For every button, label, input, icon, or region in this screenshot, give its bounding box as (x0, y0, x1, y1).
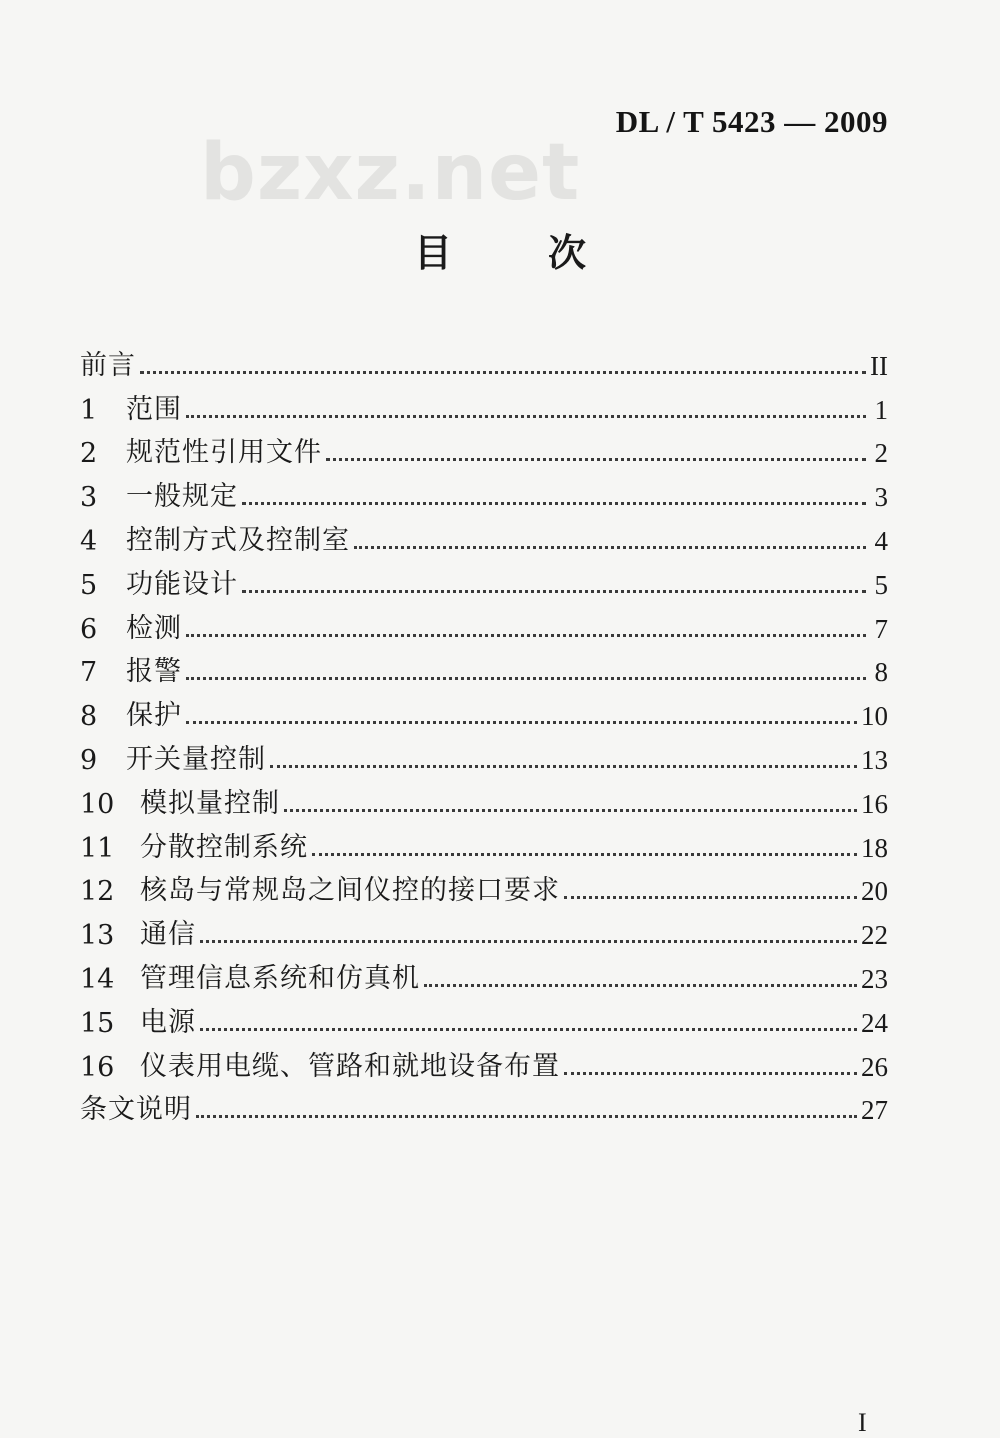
toc-entry-page: 1 (874, 394, 888, 425)
toc-entry-page: 22 (861, 920, 888, 951)
toc-entry-number: 2 (80, 438, 98, 470)
toc-dot-leader (186, 415, 866, 418)
toc-entry-page: 4 (874, 525, 888, 556)
toc-entry (80, 820, 888, 864)
watermark: bzxz.net (200, 128, 581, 218)
toc-dot-leader (186, 634, 866, 637)
toc-entry-number: 16 (80, 1051, 115, 1083)
toc-entry-number: 3 (80, 482, 98, 514)
toc-entry (80, 382, 888, 426)
toc-entry-title: 分散控制系统 (140, 831, 308, 863)
toc-entry-page: 7 (874, 613, 888, 644)
toc-entry (80, 907, 888, 951)
toc-entry (80, 645, 888, 689)
toc-entry-title: 开关量控制 (126, 743, 266, 775)
toc-entry (80, 426, 888, 470)
toc-entry-title: 规范性引用文件 (126, 437, 322, 469)
toc-entry-number: 10 (80, 788, 115, 820)
toc-entry-page: 8 (874, 657, 888, 688)
toc-entry (80, 776, 888, 820)
toc-entry (80, 688, 888, 732)
toc-dot-leader (284, 809, 857, 812)
toc-dot-leader (354, 546, 866, 549)
toc-entry-number: 12 (80, 876, 115, 908)
toc-dot-leader (312, 853, 857, 856)
toc-dot-leader (186, 721, 857, 724)
toc-entry-title: 报警 (126, 656, 182, 688)
toc-dot-leader (564, 896, 857, 899)
toc-entry-page: 3 (874, 482, 888, 513)
toc-heading-char-2: 次 (548, 231, 587, 275)
toc-entry (80, 469, 888, 513)
toc-entry-page: II (870, 350, 888, 381)
toc-entry-title: 通信 (140, 919, 196, 951)
toc-dot-leader (326, 458, 866, 461)
toc-entry-page: 10 (861, 701, 888, 732)
toc-entry-page: 16 (861, 788, 888, 819)
page-folio: I (858, 1408, 867, 1437)
toc-heading-char-1: 目 (413, 231, 452, 275)
toc-entry (80, 1083, 888, 1127)
toc-entry-page: 27 (861, 1095, 888, 1126)
toc-entry-page: 26 (861, 1051, 888, 1082)
toc-entry-title: 核岛与常规岛之间仪控的接口要求 (140, 875, 560, 907)
toc-entry-page: 23 (861, 963, 888, 994)
toc-entry (80, 951, 888, 995)
toc-entry-page: 5 (874, 569, 888, 600)
toc-entry (80, 338, 888, 382)
toc-entry-title: 电源 (140, 1006, 196, 1038)
toc-heading (0, 222, 1000, 277)
table-of-contents (80, 338, 888, 1126)
toc-dot-leader (564, 1072, 857, 1075)
toc-entry (80, 995, 888, 1039)
toc-entry (80, 601, 888, 645)
toc-dot-leader (196, 1115, 857, 1118)
toc-entry-number: 7 (80, 657, 98, 689)
toc-dot-leader (270, 765, 857, 768)
toc-entry-title: 前言 (80, 349, 136, 381)
toc-entry-number: 5 (80, 569, 98, 601)
toc-entry-title: 控制方式及控制室 (126, 524, 350, 556)
toc-dot-leader (242, 590, 866, 593)
toc-entry-number: 9 (80, 744, 98, 776)
toc-entry-number: 14 (80, 963, 115, 995)
toc-entry-title: 条文说明 (80, 1094, 192, 1126)
document-code: DL / T 5423 — 2009 (615, 104, 888, 139)
toc-entry (80, 557, 888, 601)
toc-entry-number: 11 (80, 832, 115, 864)
toc-dot-leader (424, 984, 857, 987)
toc-entry-number: 13 (80, 920, 115, 952)
toc-entry (80, 1039, 888, 1083)
toc-dot-leader (200, 940, 857, 943)
toc-entry-title: 保护 (126, 700, 182, 732)
toc-dot-leader (186, 677, 866, 680)
toc-dot-leader (200, 1028, 857, 1031)
toc-entry-title: 管理信息系统和仿真机 (140, 962, 420, 994)
toc-entry (80, 732, 888, 776)
toc-entry-number: 1 (80, 394, 98, 426)
toc-entry-page: 2 (874, 438, 888, 469)
toc-entry-number: 6 (80, 613, 98, 645)
toc-entry-page: 13 (861, 744, 888, 775)
toc-entry-number: 4 (80, 525, 98, 557)
toc-dot-leader (242, 502, 866, 505)
toc-entry-title: 范围 (126, 393, 182, 425)
toc-entry-number: 8 (80, 701, 98, 733)
toc-entry-title: 功能设计 (126, 568, 238, 600)
toc-entry-title: 检测 (126, 612, 182, 644)
toc-entry-page: 20 (861, 876, 888, 907)
toc-entry (80, 513, 888, 557)
toc-entry-number: 15 (80, 1007, 115, 1039)
toc-entry-page: 18 (861, 832, 888, 863)
toc-entry-title: 仪表用电缆、管路和就地设备布置 (140, 1050, 560, 1082)
toc-entry-page: 24 (861, 1007, 888, 1038)
toc-entry-title: 模拟量控制 (140, 787, 280, 819)
toc-entry (80, 864, 888, 908)
toc-entry-title: 一般规定 (126, 481, 238, 513)
toc-dot-leader (140, 371, 866, 374)
